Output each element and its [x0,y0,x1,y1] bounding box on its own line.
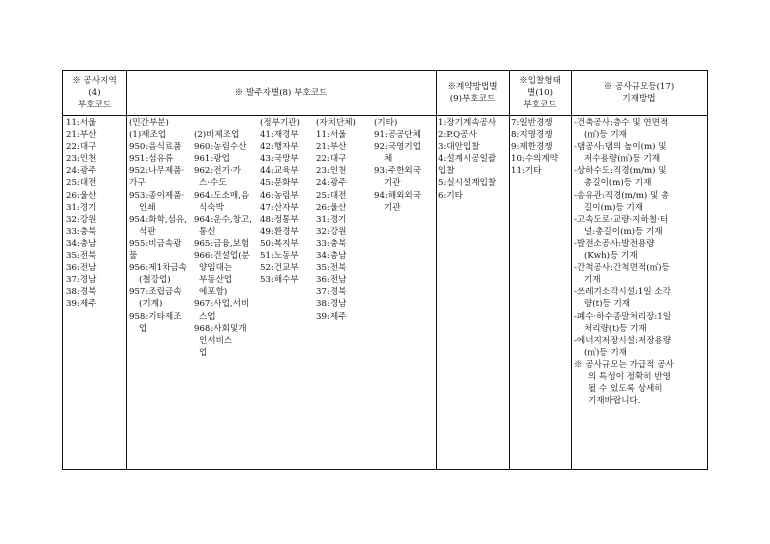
list-item: -댐공사:댐의 높이(m) 및 [574,142,667,153]
header-orderer: ※ 발주자별(8) 부호코드 [234,88,328,98]
list-item: 51:노동부 [260,251,299,262]
column-divider [126,71,127,469]
note-text: ※ 공사규모는 가급적 공사 [574,359,674,370]
list-item: 92:국영기업 [374,142,422,153]
bidding-type-list [511,117,558,177]
region-code-list [66,117,96,311]
list-item: 기재 [584,275,601,286]
list-item: 25:대전 [66,178,97,189]
list-item: 952:나무제품· [129,166,185,177]
list-item: 5:실시설계입찰 [438,178,497,189]
list-item: 960:농림수산 [194,142,247,153]
scale-method-list [574,117,674,407]
list-item: 33:충북 [66,226,97,237]
list-item: 961:광업 [194,154,230,165]
list-item: 37:경북 [316,287,347,298]
contract-method-list [438,117,496,202]
list-item: 물 [129,251,138,262]
list-item: 총길이(m)등 기재 [584,178,652,189]
list-item: 954:화학,섬유, [129,214,187,225]
list-item: 951:섬유류 [129,154,174,165]
list-item: 93:주한외국 [374,166,422,177]
list-item: 36:전남 [66,263,97,274]
column-divider [509,71,510,469]
list-item: 46:농림부 [260,190,299,201]
list-item: 널:총길이(m)등 기재 [584,226,663,237]
list-item: (자치단체) [316,118,356,128]
list-item: (기타) [374,118,398,128]
list-item: 량(t)등 기재 [584,299,631,310]
list-item: (민간부분) [129,118,169,128]
list-item: 39:제주 [316,311,347,322]
list-item: 부동산업 [199,275,233,286]
list-item: 22:대구 [316,154,347,165]
list-item: -발전소공사:발전용량 [574,238,655,249]
list-item: 통신 [199,226,216,237]
list-item: -고속도로·교량·지하철·터 [574,214,669,225]
list-item: 94:해외외국 [374,190,422,201]
list-item: 34:충남 [66,238,97,249]
list-item: 24:광주 [66,166,97,177]
private-sector-manufacturing [129,117,193,335]
list-item: 957:조립금속 [129,287,182,298]
list-item: 967:사업,서비 [194,299,250,310]
list-item: 2:P.Q공사 [438,130,477,141]
list-item: 33:충북 [316,238,347,249]
list-item: 3:대안입찰 [438,142,480,153]
list-item: 966:건설업(분 [194,251,250,262]
list-item: 9:제한경쟁 [511,142,553,153]
list-item: (정부기관) [260,118,300,128]
list-item: -간척공사:간척면적(㎡)등 [574,263,670,274]
list-item: 석판 [139,226,156,237]
list-item: 체 [384,154,393,165]
header-scale: ※ 공사규모등(17) 기재방법 [603,82,675,104]
list-item: 인서비스 [199,335,233,346]
list-item: 31:경기 [316,214,347,225]
list-item: 25:대전 [316,190,347,201]
list-item: 업 [139,323,148,334]
list-item: 956:제1차금속 [129,263,187,274]
header-region: ※ 공사지역 (4) 부호코드 [72,76,117,110]
list-item: 10:수의계약 [511,154,559,165]
list-item: 34:충남 [316,251,347,262]
note-text: 될 수 있도록 상세히 [588,384,663,395]
note-text: 의 특성이 정확히 반영 [588,371,671,382]
list-item: 가구 [129,178,146,189]
list-item: 21:부산 [66,130,97,141]
list-item: 스업 [199,311,216,322]
list-item: 기관 [384,202,401,213]
list-item: 11:서울 [66,118,97,128]
header-divider [63,115,707,116]
list-item: 955:비금속광 [129,238,182,249]
list-item: 11:서울 [316,130,347,141]
list-item: 4:설계시공일괄 [438,154,497,165]
list-item: 업 [199,347,208,358]
list-item: 91:공공단체 [374,130,422,141]
list-item: 962:전기·가 [194,166,241,177]
list-item: 958:기타제조 [129,311,182,322]
list-item: 스·수도 [199,178,227,189]
list-item: 965:금융,보험 [194,238,250,249]
list-item: 38:경남 [316,299,347,310]
list-item: 968:사회및개 [194,323,247,334]
list-item: (기계) [139,299,163,310]
header-bidding-type: ※입찰형태 별(10) 부호코드 [519,76,561,110]
list-item: 26:울산 [316,202,347,213]
list-item: 35:전북 [66,251,97,262]
list-item: 53:해수부 [260,275,299,286]
list-item: 24:광주 [316,178,347,189]
list-item: 39:제주 [66,299,97,310]
list-item: 45:문화부 [260,178,299,189]
list-item: 44:교육부 [260,166,299,177]
list-item: 6:기타 [438,190,463,201]
local-government-list [316,117,356,323]
list-item: (철강업) [139,275,171,286]
list-item: 38:경북 [66,287,97,298]
list-item: (Kwh)등 기재 [584,251,638,262]
list-item: 26:울산 [66,190,97,201]
list-item: (2)비제조업 [194,130,240,141]
government-agency-list [260,117,300,286]
list-item: -송유관:직경(m/m) 및 총 [574,190,670,201]
list-item: 23:인천 [66,154,97,165]
list-item [194,117,258,129]
list-item: 950:음식료품 [129,142,182,153]
list-item: 37:경남 [66,275,97,286]
other-orderer-list [374,117,421,214]
note-text: 기재바랍니다. [588,396,641,407]
list-item: 32:강원 [66,214,97,225]
private-sector-non-manufacturing [194,117,258,359]
list-item: 7:일반경쟁 [511,118,553,128]
header-contract-method: ※계약방법별 (9)부호코드 [447,82,498,104]
list-item: 입찰 [438,166,455,177]
list-item: 42:행자부 [260,142,299,153]
list-item: -폐수·하수종말처리장:1일 [574,311,672,322]
list-item: (㎥)등 기재 [584,347,627,358]
list-item: (㎡)등 기재 [584,130,627,141]
list-item: 인쇄 [139,202,156,213]
list-item: 41:재경부 [260,130,299,141]
list-item: -건축공사:층수 및 연면적 [574,118,669,128]
list-item: 964:운수,창고, [194,214,252,225]
list-item: 11:기타 [511,166,542,177]
list-item: 21:부산 [316,142,347,153]
list-item: 31:경기 [66,202,97,213]
list-item: 36:전남 [316,275,347,286]
code-table [62,70,708,470]
list-item: 49:환경부 [260,226,299,237]
list-item: 953:종이제품· [129,190,185,201]
list-item: 52:건교부 [260,263,299,274]
list-item: 48:정통부 [260,214,299,225]
list-item: 처리량(t)등 기재 [584,323,647,334]
column-divider [571,71,572,469]
list-item: -에너지저장시설:저장용량 [574,335,672,346]
list-item: 47:산자부 [260,202,299,213]
list-item: 964:도소매,음 [194,190,250,201]
list-item: 저수용량(㎥)등 기재 [584,154,661,165]
list-item: 50:복지부 [260,238,299,249]
list-item: 에포함) [199,287,228,298]
list-item: 양임대는 [199,263,233,274]
column-divider [436,71,437,469]
list-item: 기관 [384,178,401,189]
list-item: -상하수도:직경(m/m) 및 [574,166,667,177]
list-item: 1:장기계속공사 [438,118,497,128]
list-item: 43:국방부 [260,154,299,165]
list-item: 8:지명경쟁 [511,130,553,141]
list-item: (1)제조업 [129,130,167,141]
list-item: 32:강원 [316,226,347,237]
list-item: 22:대구 [66,142,97,153]
list-item: 23:인천 [316,166,347,177]
list-item: 35:전북 [316,263,347,274]
list-item: 식숙박 [199,202,224,213]
list-item: -쓰레기소각시설:1일 소각 [574,287,672,298]
list-item: 길이(m)등 기재 [584,202,644,213]
